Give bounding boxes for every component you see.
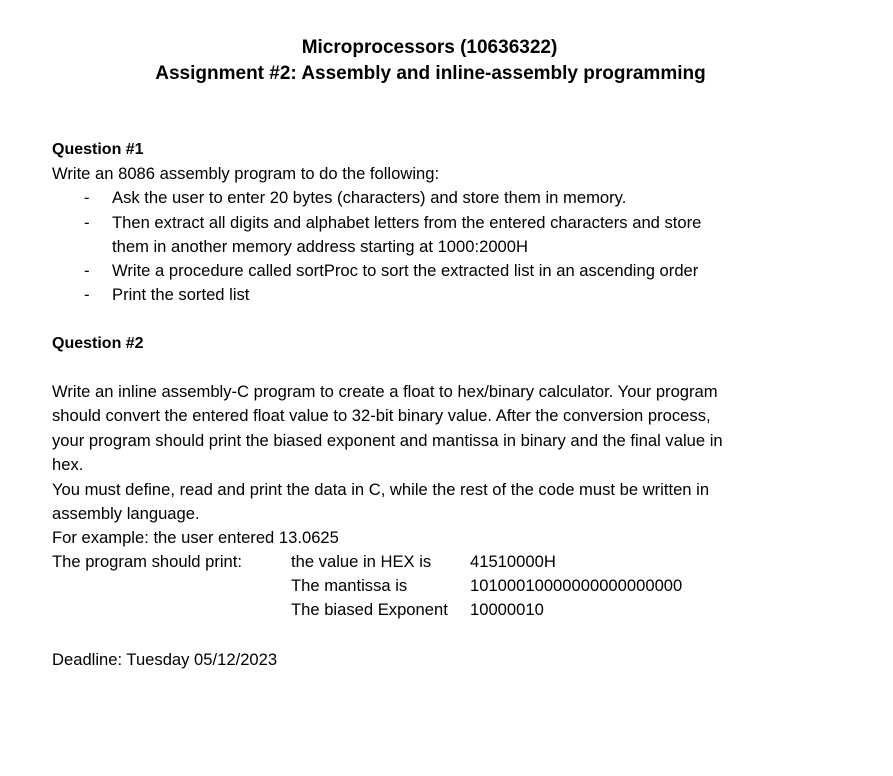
- question-2-paragraph-2-line-1: You must define, read and print the data in C, while the rest of the code must be written in: [52, 480, 710, 499]
- bullet-dash: -: [84, 213, 90, 232]
- question-2-paragraph-1-line-4: hex.: [52, 455, 84, 474]
- output-value-mantissa: 10100010000000000000000: [470, 576, 683, 595]
- course-title: Microprocessors (10636322): [301, 37, 558, 58]
- output-label-hex: the value in HEX is: [291, 552, 432, 571]
- question-1-item-1: Ask the user to enter 20 bytes (characters) and store them in memory.: [112, 188, 627, 207]
- output-label-exponent: The biased Exponent: [291, 600, 448, 619]
- deadline: Deadline: Tuesday 05/12/2023: [52, 650, 278, 669]
- question-1-item-3: Write a procedure called sortProc to sort the extracted list in an ascending order: [112, 261, 699, 280]
- output-value-hex: 41510000H: [470, 552, 556, 571]
- question-2-paragraph-1-line-1: Write an inline assembly-C program to create a float to hex/binary calculator. Your program: [52, 382, 718, 401]
- bullet-dash: -: [84, 285, 90, 304]
- output-label-mantissa: The mantissa is: [291, 576, 408, 595]
- question-1-item-2-line-1: Then extract all digits and alphabet letters from the entered characters and store: [112, 213, 702, 232]
- question-2-heading: Question #2: [52, 335, 144, 352]
- assignment-title: Assignment #2: Assembly and inline-assembly programming: [155, 63, 706, 84]
- question-2-paragraph-1-line-3: your program should print the biased exponent and mantissa in binary and the final value in: [52, 431, 723, 450]
- question-1-item-2-line-2: them in another memory address starting at 1000:2000H: [112, 237, 528, 256]
- example-input-line: For example: the user entered 13.0625: [52, 528, 339, 547]
- question-1-intro: Write an 8086 assembly program to do the following:: [52, 164, 440, 183]
- question-2-paragraph-2-line-2: assembly language.: [52, 504, 200, 523]
- question-1-heading: Question #1: [52, 141, 144, 158]
- question-1-item-4: Print the sorted list: [112, 285, 250, 304]
- question-2-paragraph-1-line-2: should convert the entered float value to 32-bit binary value. After the conversion process,: [52, 406, 711, 425]
- bullet-dash: -: [84, 261, 90, 280]
- bullet-dash: -: [84, 188, 90, 207]
- output-value-exponent: 10000010: [470, 600, 544, 619]
- print-intro: The program should print:: [52, 552, 243, 571]
